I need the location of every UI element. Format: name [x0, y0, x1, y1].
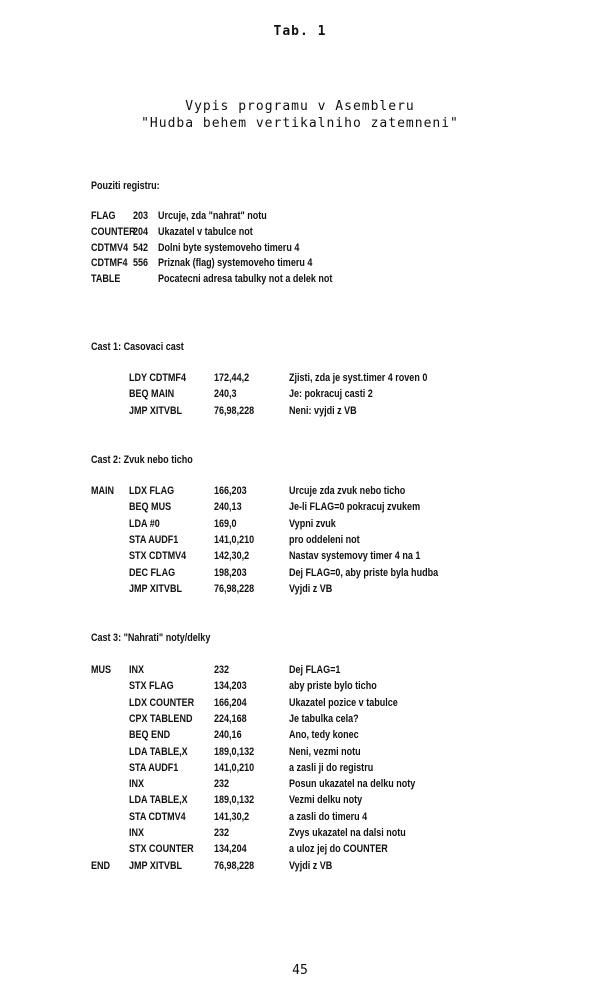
- row-machine-code: 166,203: [214, 485, 247, 497]
- register-description: Ukazatel v tabulce not: [158, 225, 253, 238]
- row-machine-code: 76,98,228: [214, 404, 255, 417]
- listing-row: [91, 388, 531, 404]
- listing-row: [91, 372, 531, 388]
- row-instruction: JMP XITVBL: [129, 582, 182, 595]
- register-description: Pocatecni adresa tabulky not a delek not: [158, 273, 333, 286]
- row-instruction: LDY CDTMF4: [129, 372, 186, 384]
- row-comment: Je tabulka cela?: [289, 712, 359, 725]
- row-comment: Zvys ukazatel na dalsi notu: [289, 827, 406, 839]
- listing-row: [91, 729, 531, 745]
- row-instruction: BEQ MUS: [129, 501, 172, 514]
- row-machine-code: 240,3: [214, 388, 237, 401]
- listing-row: [91, 843, 531, 859]
- registers-heading: Pouziti registru:: [91, 180, 160, 192]
- listing-row: [91, 501, 531, 517]
- row-machine-code: 232: [214, 664, 230, 676]
- listing-row: [91, 746, 531, 762]
- listing-row: [91, 518, 531, 534]
- row-comment: Dej FLAG=0, aby priste byla hudba: [289, 566, 439, 579]
- row-instruction: BEQ END: [129, 729, 171, 742]
- register-name: TABLE: [91, 273, 121, 286]
- row-comment: Vezmi delku noty: [289, 794, 363, 807]
- listing-row: [91, 827, 531, 843]
- row-instruction: STA AUDF1: [129, 533, 179, 546]
- row-comment: Je: pokracuj casti 2: [289, 388, 373, 401]
- row-instruction: STX FLAG: [129, 680, 174, 693]
- row-instruction: INX: [129, 664, 145, 676]
- register-row: [91, 257, 511, 273]
- row-comment: Nastav systemovy timer 4 na 1: [289, 550, 421, 563]
- row-machine-code: 224,168: [214, 712, 247, 725]
- row-comment: pro oddeleni not: [289, 533, 360, 546]
- row-comment: a zasli ji do registru: [289, 761, 374, 774]
- row-instruction: LDA TABLE,X: [129, 794, 188, 807]
- listing-row: [91, 567, 531, 583]
- row-comment: Vyjdi z VB: [289, 582, 333, 595]
- row-comment: Neni, vezmi notu: [289, 745, 361, 758]
- row-machine-code: 134,203: [214, 680, 247, 693]
- row-instruction: CPX TABLEND: [129, 712, 193, 725]
- listing-row: [91, 664, 531, 680]
- row-machine-code: 232: [214, 827, 230, 839]
- row-machine-code: 76,98,228: [214, 582, 255, 595]
- row-comment: Vypni zvuk: [289, 517, 336, 530]
- listing-row: [91, 860, 531, 876]
- register-address: 542: [133, 241, 149, 254]
- row-label: MUS: [91, 664, 112, 676]
- row-instruction: STX COUNTER: [129, 843, 194, 856]
- row-instruction: BEQ MAIN: [129, 388, 175, 401]
- row-machine-code: 169,0: [214, 517, 237, 530]
- section-1-heading: Cast 1: Casovaci cast: [91, 341, 184, 353]
- listing-row: [91, 762, 531, 778]
- row-comment: Neni: vyjdi z VB: [289, 404, 357, 417]
- row-machine-code: 189,0,132: [214, 745, 255, 758]
- row-instruction: STA CDTMV4: [129, 810, 186, 823]
- row-label: MAIN: [91, 485, 115, 497]
- row-instruction: LDA TABLE,X: [129, 745, 188, 758]
- register-address: 556: [133, 257, 149, 270]
- row-instruction: LDX FLAG: [129, 485, 175, 497]
- row-comment: aby priste bylo ticho: [289, 680, 377, 693]
- row-comment: Vyjdi z VB: [289, 859, 333, 872]
- row-machine-code: 166,204: [214, 696, 247, 709]
- register-name: COUNTER: [91, 225, 136, 238]
- row-instruction: LDX COUNTER: [129, 696, 195, 709]
- row-comment: Zjisti, zda je syst.timer 4 roven 0: [289, 372, 428, 384]
- section-2-heading: Cast 2: Zvuk nebo ticho: [91, 454, 193, 466]
- listing-row: [91, 405, 531, 421]
- register-description: Urcuje, zda "nahrat" notu: [158, 210, 267, 222]
- listing-row: [91, 811, 531, 827]
- register-name: FLAG: [91, 210, 116, 222]
- title-line-1: Vypis programu v Asembleru: [185, 99, 415, 114]
- listing-row: [91, 534, 531, 550]
- register-row: [91, 226, 511, 242]
- row-instruction: STX CDTMV4: [129, 550, 187, 563]
- row-comment: Dej FLAG=1: [289, 664, 341, 676]
- title-line-2: "Hudba behem vertikalniho zatemneni": [141, 116, 459, 131]
- row-comment: a uloz jej do COUNTER: [289, 843, 388, 856]
- listing-row: [91, 485, 531, 501]
- listing-row: [91, 697, 531, 713]
- row-machine-code: 198,203: [214, 566, 247, 579]
- row-comment: Urcuje zda zvuk nebo ticho: [289, 485, 406, 497]
- row-machine-code: 141,0,210: [214, 533, 255, 546]
- row-comment: Ano, tedy konec: [289, 729, 359, 742]
- row-comment: Je-li FLAG=0 pokracuj zvukem: [289, 501, 421, 514]
- row-comment: Posun ukazatel na delku noty: [289, 778, 416, 791]
- row-instruction: JMP XITVBL: [129, 859, 182, 872]
- listing-row: [91, 583, 531, 599]
- page-number: 45: [292, 963, 308, 978]
- row-instruction: STA AUDF1: [129, 761, 179, 774]
- row-instruction: INX: [129, 778, 145, 791]
- row-machine-code: 76,98,228: [214, 859, 255, 872]
- row-machine-code: 142,30,2: [214, 550, 250, 563]
- register-row: [91, 210, 511, 226]
- row-comment: Ukazatel pozice v tabulce: [289, 696, 398, 709]
- row-machine-code: 189,0,132: [214, 794, 255, 807]
- listing-row: [91, 680, 531, 696]
- row-machine-code: 141,30,2: [214, 810, 250, 823]
- table-label: Tab. 1: [273, 24, 327, 39]
- row-instruction: LDA #0: [129, 517, 160, 530]
- row-machine-code: 172,44,2: [214, 372, 250, 384]
- register-name: CDTMF4: [91, 257, 128, 270]
- row-instruction: JMP XITVBL: [129, 404, 182, 417]
- row-comment: a zasli do timeru 4: [289, 810, 368, 823]
- row-machine-code: 141,0,210: [214, 761, 255, 774]
- row-machine-code: 134,204: [214, 843, 247, 856]
- row-label: END: [91, 859, 111, 872]
- row-instruction: INX: [129, 827, 145, 839]
- row-instruction: DEC FLAG: [129, 566, 176, 579]
- listing-row: [91, 550, 531, 566]
- listing-row: [91, 713, 531, 729]
- listing-row: [91, 778, 531, 794]
- listing-row: [91, 794, 531, 810]
- register-description: Priznak (flag) systemoveho timeru 4: [158, 257, 313, 270]
- register-address: 204: [133, 225, 149, 238]
- register-address: 203: [133, 210, 149, 222]
- register-row: [91, 273, 511, 289]
- register-name: CDTMV4: [91, 241, 129, 254]
- register-row: [91, 242, 511, 258]
- row-machine-code: 232: [214, 778, 230, 791]
- register-description: Dolni byte systemoveho timeru 4: [158, 241, 300, 254]
- row-machine-code: 240,13: [214, 501, 242, 514]
- row-machine-code: 240,16: [214, 729, 242, 742]
- section-3-heading: Cast 3: "Nahrati" noty/delky: [91, 632, 211, 644]
